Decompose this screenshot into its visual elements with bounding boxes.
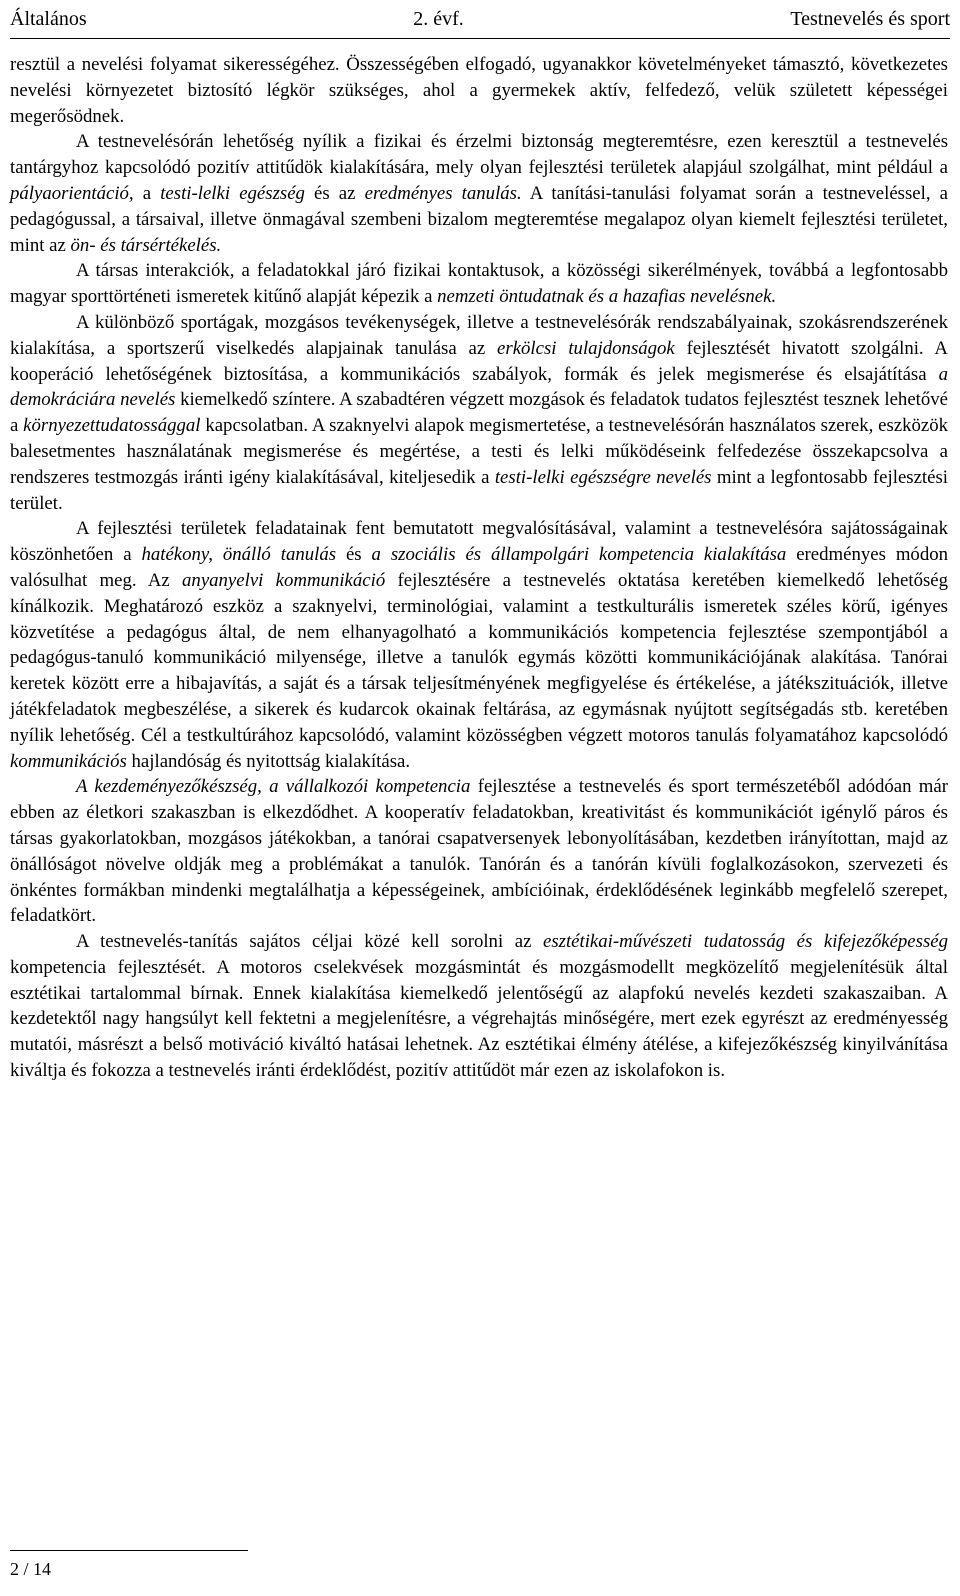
text-run: kompetencia fejlesztését. A motoros cselekvések mozgásmintát és mozgásmodellt megközelítő megjelenítésük által esztétikai tartalommal bírnak. Ennek kialakítása kiemelkedő jelentőségű az alapfokú nevelés kezdeti szakaszaiban. A kezdetektől nagy hangsúlyt kell fektetni a megjelenítésre, a végrehajtás minőségére, mert ezek egyrészt az eredményesség mutatói, másrészt a belső motiváció kiváltó hatásai lehetnek. Az esztétikai élmény átélése, a kifejezőkészség kinyilvánítása kiváltja és fokozza a testnevelés iránti érdeklődést, pozitív attitűdöt már ezen az iskolafokon is. (10, 956, 948, 1082)
header-center: 2. évf. (413, 8, 464, 30)
italic-text: testi-lelki egészség (160, 182, 305, 204)
header-left: Általános (10, 8, 87, 30)
text-run: hajlandóság és nyitottság kialakítása. (126, 750, 411, 772)
paragraph (10, 129, 948, 258)
italic-text: kommunikációs (10, 750, 127, 772)
text-run: és (336, 544, 372, 566)
header-divider (10, 38, 950, 39)
paragraph (10, 258, 948, 310)
italic-text: a szociális és állampolgári kompetencia kialakítása (371, 544, 787, 566)
italic-text: környezettudatossággal (23, 415, 201, 437)
italic-text: esztétikai-művészeti tudatosság és kifejezőképesség (542, 931, 948, 953)
paragraph (10, 310, 948, 516)
italic-text: a demokráciára nevelés (10, 363, 948, 411)
paragraph (10, 516, 948, 774)
text-run: és az (304, 182, 365, 204)
document-body (10, 52, 948, 1084)
footer-divider (10, 1550, 248, 1551)
text-run: A fejlesztési területek feladatainak fent bemutatott megvalósításával, valamint a testnevelésóra sajátosságainak köszönhetően a (10, 518, 948, 566)
page-number: 2 / 14 (10, 1559, 52, 1579)
text-run: fejlesztése a testnevelés és sport természetéből adódóan már ebben az életkori szakaszban is elkezdődhet. A kooperatív feladatokban, kreativitást és kommunikációt igénylő páros és társas gyakorlatokban, mozgásos játékokban, a tanórai csapatversenyek lebonyolításában, kezdetben irányítottan, majd az önállóságot növelve oldják meg a problémákat a tanulók. Tanórán és a tanórán kívüli foglalkozásokon, szervezeti és önkéntes formákban mindenki megtalálhatja a képességeinek, ambícióinak, érdeklődésének leginkább megfelelő szerepet, feladatkört. (10, 776, 948, 927)
text-run: fejlesztésére a testnevelés oktatása keretében kiemelkedő lehetőség kínálkozik. Meghatározó eszköz a szaknyelvi, terminológiai, valamint a testkulturális ismeretek széles körű, igényes közvetítése a pedagógus által, de nem elhanyagolható a kommunikációs kompetencia fejlesztése szempontjából a pedagógus-tanuló kommunikáció milyensége, illetve a tanulók egymás közötti kommunikációjának alakítása. Tanórai keretek között erre a hibajavítás, a saját és a társak teljesítményének megfigyelése és értékelése, a játékszituációk, illetve játékfeladatok megbeszélése, a sikerek és kudarcok okainak feltárása, az egymásnak nyújtott segítségadás stb. keretében nyílik lehetőség. Cél a testkultúrához kapcsolódó, valamint közösségben végzett motoros tanulás folyamatához kapcsolódó (10, 569, 948, 746)
paragraph (10, 929, 948, 1084)
text-run: A társas interakciók, a feladatokkal járó fizikai kontaktusok, a közösségi sikerélmények, továbbá a legfontosabb magyar sporttörténeti ismeretek kitűnő alapját képezik a (10, 260, 948, 308)
italic-text: erkölcsi tulajdonságok (497, 337, 675, 359)
italic-text: eredményes tanulás. (364, 182, 522, 204)
italic-text: ön- és társértékelés. (70, 234, 222, 256)
text-run: kapcsolatban. A szaknyelvi alapok megismertetése, a testnevelésórán használatos szerek, eszközök balesetmentes használatának megismerése és megértése, a testi és lelki működéseink felfedezése összekapcsolva a rendszeres testmozgás iránti igény kialakításával, kiteljesedik a (10, 415, 948, 488)
text-run: a (133, 182, 161, 204)
italic-text: nemzeti öntudatnak és a hazafias nevelésnek. (437, 286, 777, 308)
text-run: A különböző sportágak, mozgásos tevékenységek, illetve a testnevelésórák rendszabályainak, szokásrendszerének kialakítása, a sportszerű viselkedés alapjainak tanulása az (10, 311, 948, 359)
paragraph (10, 774, 948, 929)
text-run: A testnevelés-tanítás sajátos céljai közé kell sorolni az (76, 931, 543, 953)
text-run: A testnevelésórán lehetőség nyílik a fizikai és érzelmi biztonság megteremtésre, ezen keresztül a testnevelés tantárgyhoz kapcsolódó pozitív attitűdök kialakítására, mely olyan fejlesztési területek alapjául szolgálhat, mint például a (10, 131, 948, 179)
page-header (10, 4, 950, 34)
text-run: A tanítási-tanulási folyamat során a testneveléssel, a pedagógussal, a társaival, illetve önmagával szembeni bizalom megteremtése megalapoz olyan kiemelt fejlesztési területet, mint az (10, 182, 948, 256)
text-run: eredményes módon valósulhat meg. Az (10, 544, 948, 591)
italic-text: anyanyelvi kommunikáció (182, 569, 386, 591)
italic-text: testi-lelki egészségre nevelés (494, 466, 712, 488)
text-run: kiemelkedő színtere. A szabadtéren végzett mozgások és feladatok tudatos fejlesztést tesznek lehetővé a (10, 389, 948, 437)
text-run: mint a legfontosabb fejlesztési terület. (10, 466, 948, 514)
paragraph (10, 52, 948, 129)
italic-text: A kezdeményezőkészség, a vállalkozói kompetencia (76, 776, 471, 798)
italic-text: hatékony, önálló tanulás (141, 544, 337, 566)
text-run: resztül a nevelési folyamat sikerességéhez. Összességében elfogadó, ugyanakkor követelményeket támasztó, következetes nevelési környezetet biztosító légkör szükséges, ahol a gyermekek aktív, felfedező, velük született képességei megerősödnek. (10, 54, 948, 127)
text-run: fejlesztését hivatott szolgálni. A kooperáció lehetőségének biztosítása, a kommunikációs szabályok, formák és jelek megismerése és elsajátítása (10, 337, 948, 385)
header-right: Testnevelés és sport (790, 8, 950, 30)
italic-text: pályaorientáció, (10, 182, 134, 204)
